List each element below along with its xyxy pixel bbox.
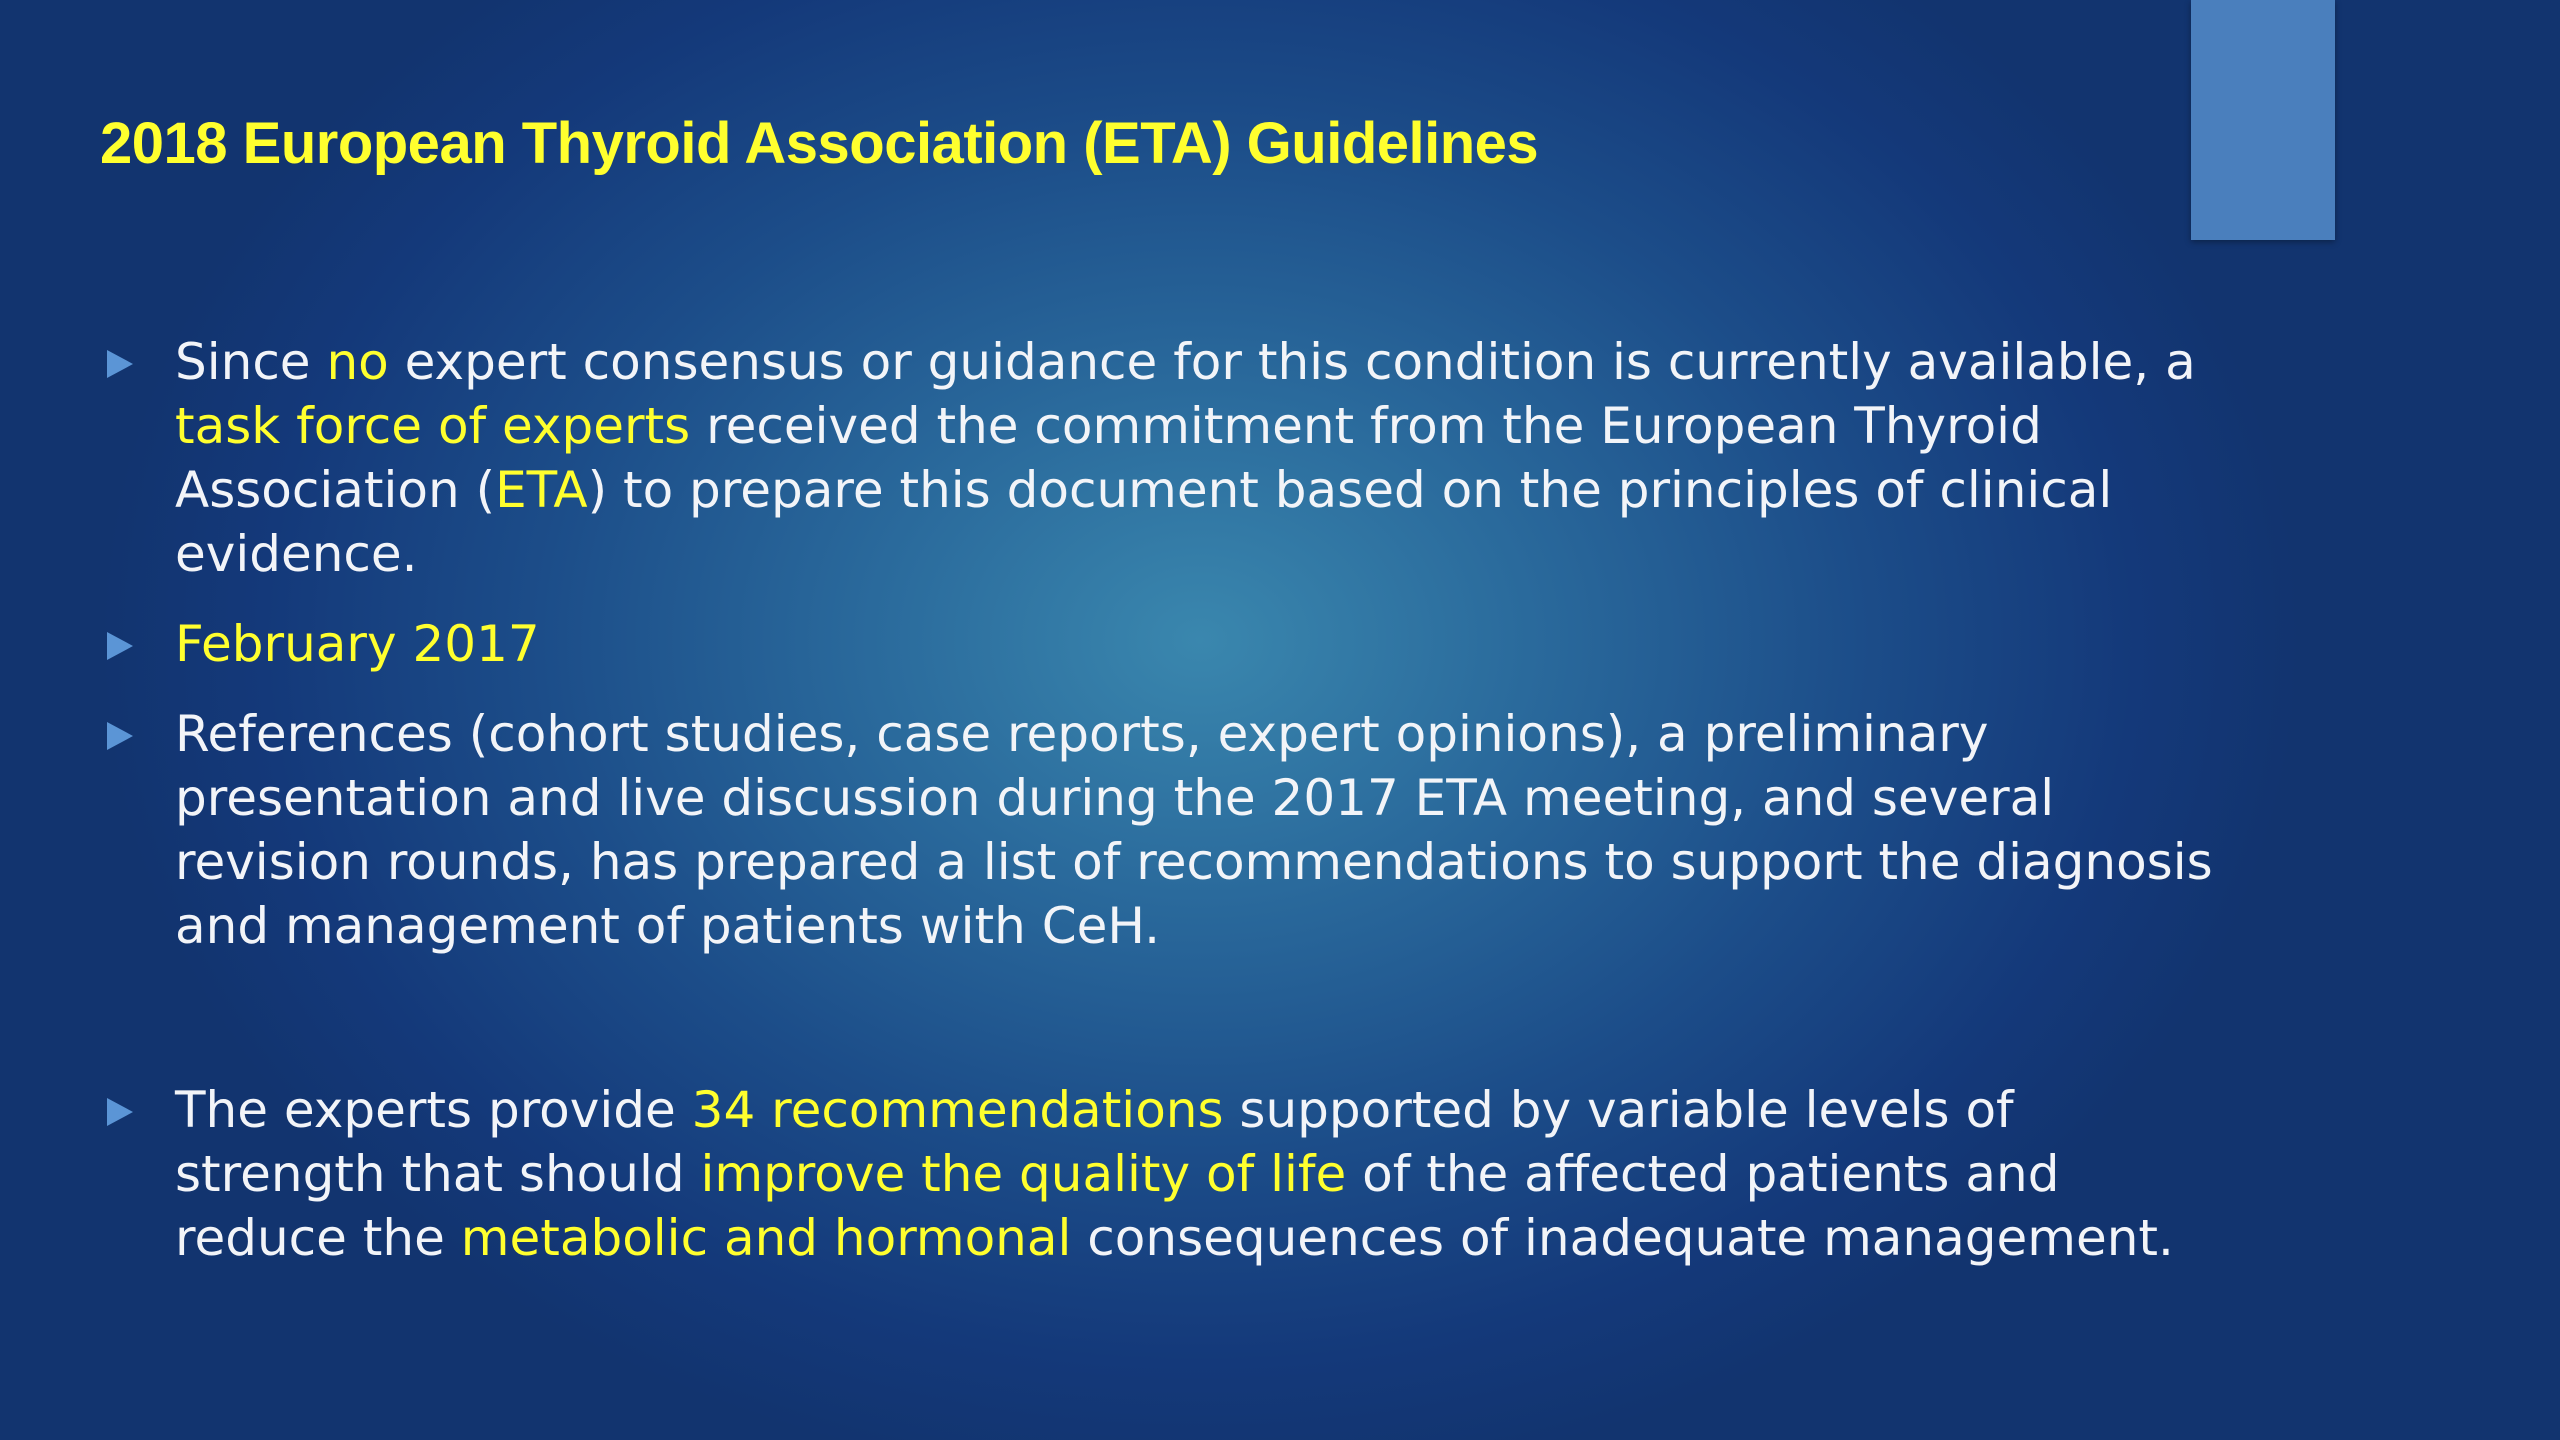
highlight-metabolic-hormonal: metabolic and hormonal — [460, 1209, 1072, 1267]
bullet-text: Since — [175, 333, 327, 391]
highlight-no: no — [326, 333, 389, 391]
bullet-text: The experts provide — [175, 1081, 692, 1139]
triangle-bullet-icon — [107, 722, 133, 750]
highlight-quality-of-life: improve the quality of life — [700, 1145, 1347, 1203]
triangle-bullet-icon — [107, 1098, 133, 1126]
highlight-date: February 2017 — [175, 615, 540, 673]
highlight-eta: ETA — [495, 461, 588, 519]
bullet-text: References (cohort studies, case reports, expert opinions), a preliminary presentation and live discussion during the 2017 ETA meeting, and several revision rounds, has prepared a list of recommendations to support the diagnosis and management of patients with CeH. — [175, 705, 2213, 955]
bullet-text: expert consensus or guidance for this condition is currently available, a — [388, 333, 2196, 391]
slide-title: 2018 European Thyroid Association (ETA) Guidelines — [100, 111, 1539, 176]
bullet-item-consensus — [100, 330, 2240, 586]
bullet-text: ) to prepare this document based on the principles of clinical evidence. — [175, 461, 2113, 583]
triangle-bullet-icon — [107, 350, 133, 378]
triangle-bullet-icon — [107, 632, 133, 660]
highlight-task-force: task force of experts — [175, 397, 691, 455]
bullet-text: supported by variable levels of strength that should — [175, 1081, 2014, 1203]
bullet-text: consequences of inadequate management. — [1071, 1209, 2174, 1267]
bullet-item-date — [100, 612, 2240, 676]
bullet-item-recommendations — [100, 1078, 2240, 1270]
bullet-text: received the commitment from the European Thyroid Association ( — [175, 397, 2042, 519]
bullet-text: of the affected patients and reduce the — [175, 1145, 2060, 1267]
bullet-list — [100, 330, 2240, 1296]
corner-accent-tab — [2191, 0, 2335, 240]
bullet-item-references — [100, 702, 2240, 958]
highlight-34-recommendations: 34 recommendations — [691, 1081, 1224, 1139]
